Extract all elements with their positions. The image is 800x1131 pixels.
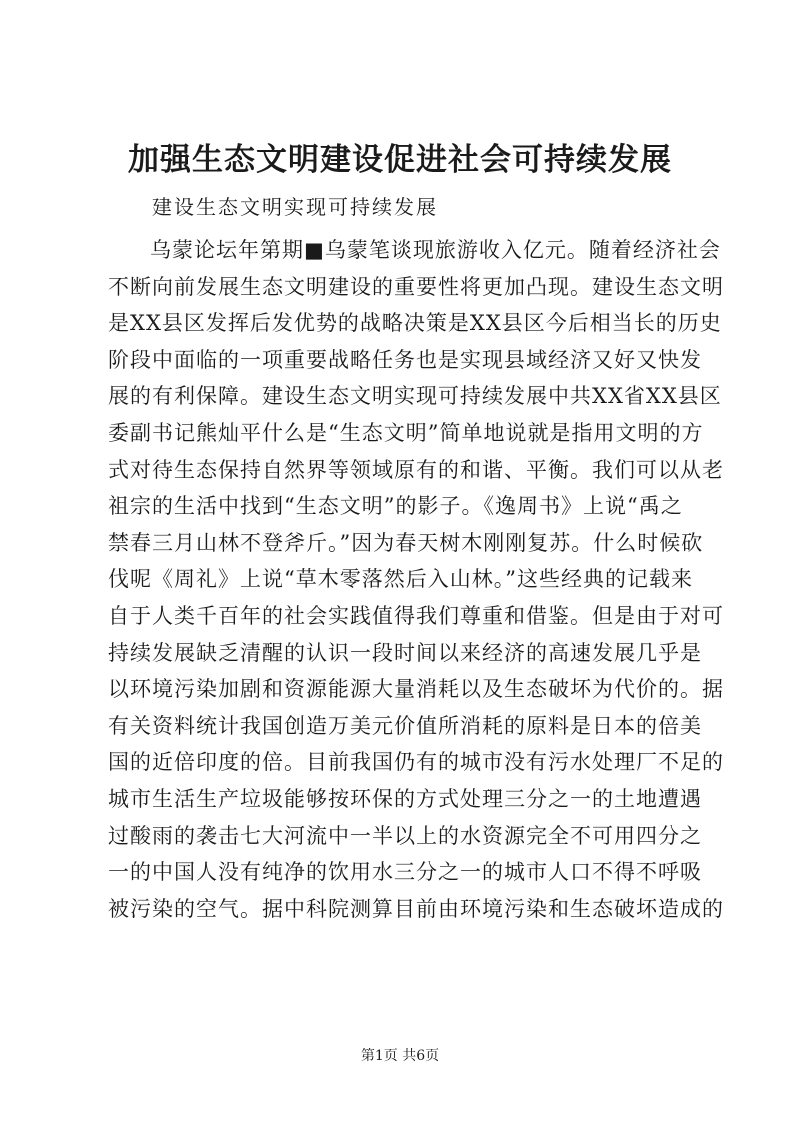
body-line: 伐呢《周礼》上说“草木零落然后入山林。”这些经典的记载来 — [108, 567, 693, 592]
body-line: 过酸雨的袭击七大河流中一半以上的水资源完全不可用四分之 — [108, 823, 702, 848]
body-line: 自于人类千百年的社会实践值得我们尊重和借鉴。但是由于对可 — [108, 603, 724, 628]
body-line: 以环境污染加剧和资源能源大量消耗以及生态破坏为代价的。据 — [108, 677, 724, 702]
body-line: 有关资料统计我国创造万美元价值所消耗的原料是日本的倍美 — [108, 713, 702, 738]
body-line: 祖宗的生活中找到“生态文明”的影子。《逸周书》上说“禹之 — [108, 494, 683, 519]
body-text — [108, 232, 724, 927]
body-line: 持续发展缺乏清醒的认识一段时间以来经济的高速发展几乎是 — [108, 640, 702, 665]
body-line: 禁春三月山林不登斧斤。”因为春天树木刚刚复苏。什么时候砍 — [108, 530, 704, 555]
document-subtitle: 建设生态文明实现可持续发展 — [152, 195, 438, 219]
body-line: 乌蒙论坛年第期■乌蒙笔谈现旅游收入亿元。随着经济社会 — [150, 238, 721, 262]
body-line: 不断向前发展生态文明建设的重要性将更加凸现。建设生态文明 — [108, 274, 724, 299]
body-line: 委副书记熊灿平什么是“生态文明”简单地说就是指用文明的方 — [108, 420, 704, 445]
body-line: 被污染的空气。据中科院测算目前由环境污染和生态破坏造成的 — [108, 896, 724, 921]
body-line: 展的有利保障。建设生态文明实现可持续发展中共XX省XX县区 — [108, 384, 722, 409]
page-number-footer: 第1页 共6页 — [360, 1048, 440, 1064]
document-title: 加强生态文明建设促进社会可持续发展 — [128, 142, 672, 178]
body-line: 是XX县区发挥后发优势的战略决策是XX县区今后相当长的历史 — [108, 311, 722, 336]
body-line: 国的近倍印度的倍。目前我国仍有的城市没有污水处理厂不足的 — [108, 750, 724, 775]
body-line: 一的中国人没有纯净的饮用水三分之一的城市人口不得不呼吸 — [108, 860, 702, 885]
body-line: 式对待生态保持自然界等领域原有的和谐、平衡。我们可以从老 — [108, 457, 724, 482]
body-line: 城市生活生产垃圾能够按环保的方式处理三分之一的土地遭遇 — [108, 786, 702, 811]
body-line: 阶段中面临的一项重要战略任务也是实现县域经济又好又快发 — [108, 347, 702, 372]
